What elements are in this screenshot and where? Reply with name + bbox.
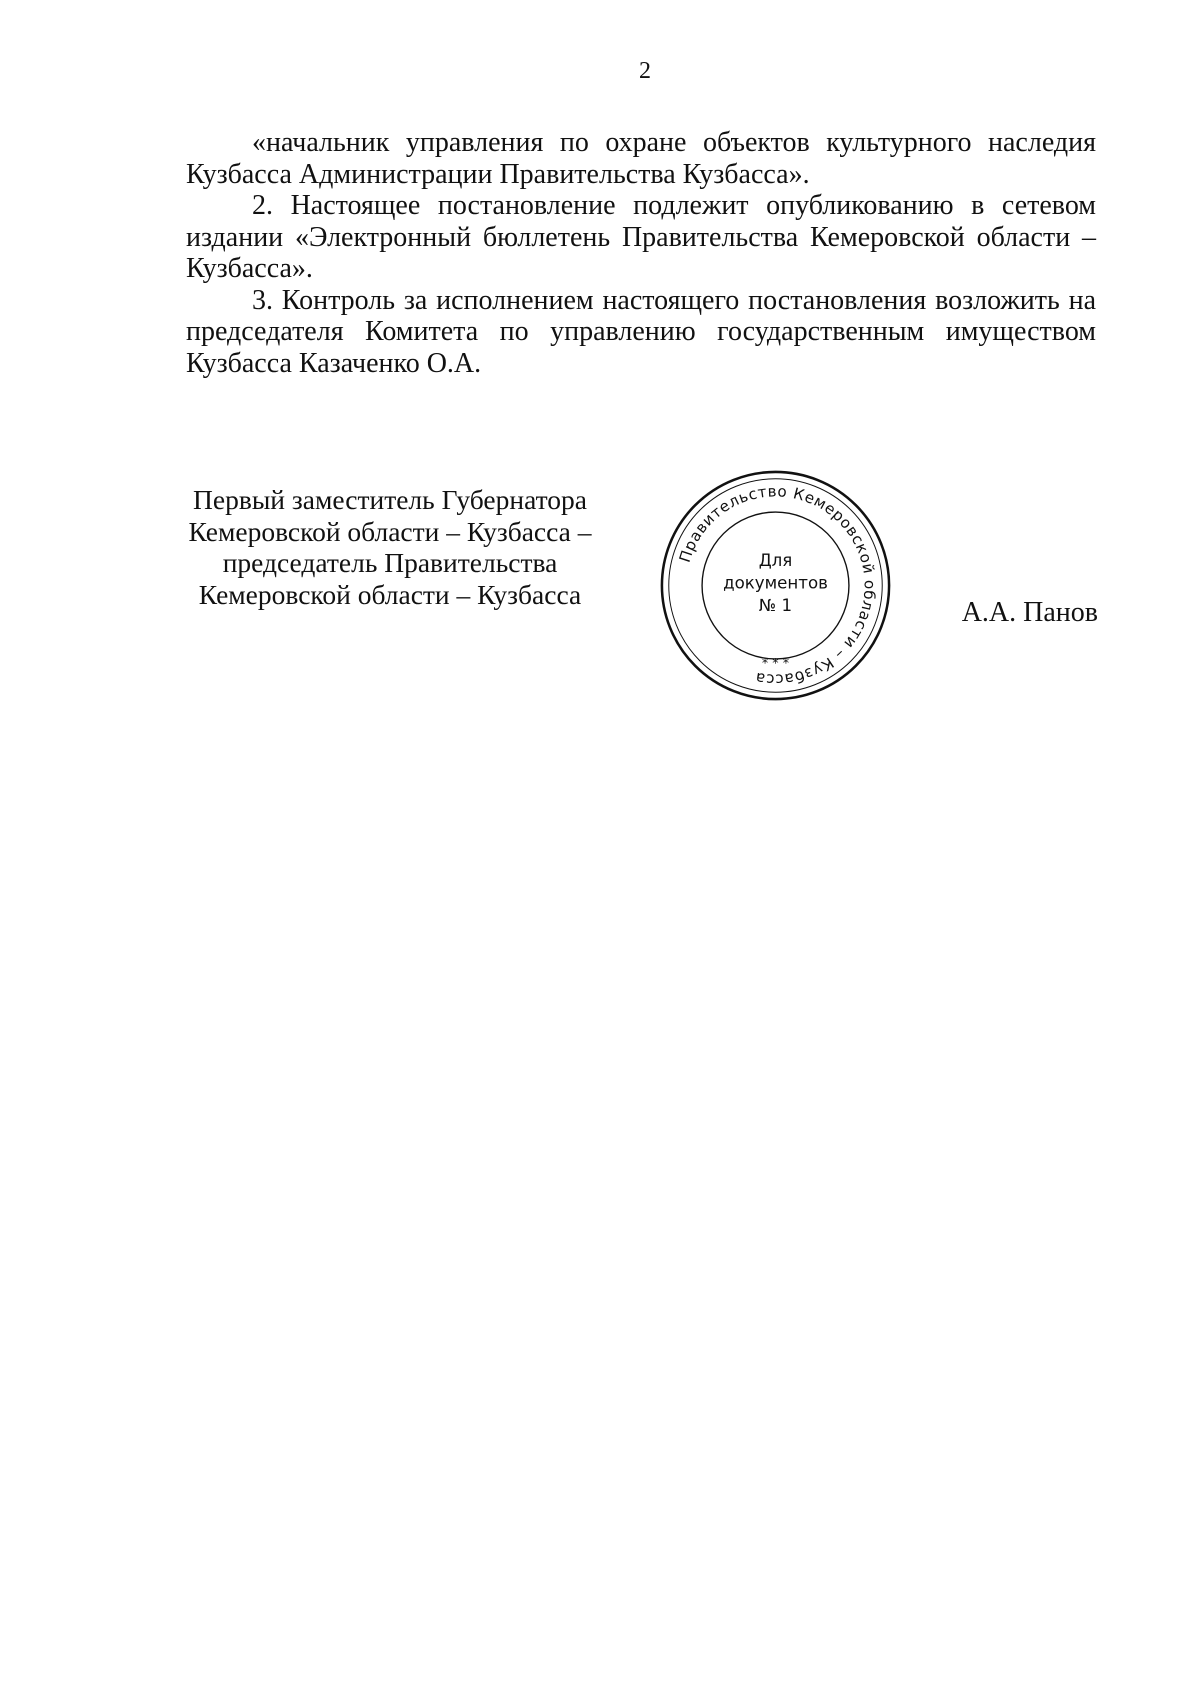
seal-center-line-1: Для (758, 550, 793, 570)
document-body (186, 127, 1096, 379)
seal-ring-text: Правительство Кемеровской области – Кузбасса (675, 482, 879, 689)
seal-center-line-3: № 1 (758, 595, 793, 615)
seal-center-line-2: документов (723, 573, 828, 593)
signature-position (170, 484, 610, 610)
seal-stars: * * * (761, 654, 790, 670)
position-line-2: Кемеровской области – Кузбасса – (188, 515, 592, 547)
paragraph-2: 2. Настоящее постановление подлежит опубликованию в сетевом издании «Электронный бюллетень Правительства Кемеровской области – Кузбасса». (186, 190, 1096, 284)
paragraph-1: «начальник управления по охране объектов культурного наследия Кузбасса Администрации Правительства Кузбасса». (186, 127, 1096, 190)
position-line-4: Кемеровской области – Кузбасса (198, 578, 582, 610)
position-line-3: председатель Правительства (222, 547, 558, 578)
official-seal (658, 468, 893, 703)
paragraph-3: 3. Контроль за исполнением настоящего постановления возложить на председателя Комитета по управлению государственным имуществом Кузбасса Казаченко О.А. (186, 284, 1096, 379)
page-number: 2 (639, 58, 651, 84)
signer-name: А.А. Панов (961, 597, 1098, 628)
position-line-1: Первый заместитель Губернатора (193, 484, 587, 515)
